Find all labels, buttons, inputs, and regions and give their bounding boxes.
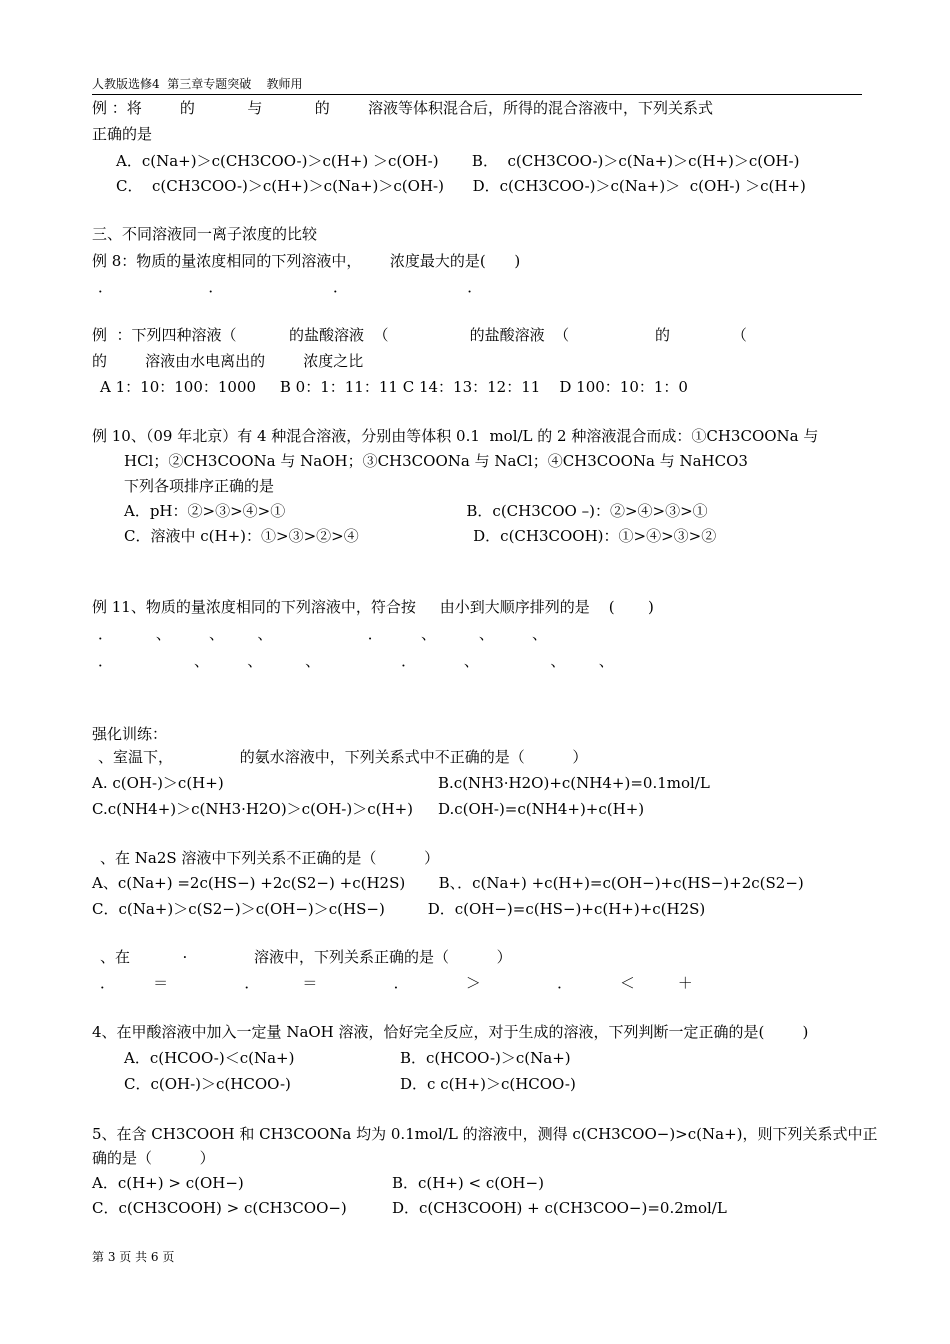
text-line: 、在 Na2S 溶液中下列关系不正确的是（ ） — [100, 849, 440, 867]
text-line: A．pH：②>③>④>① B．c(CH3COO –)：②>④>③>① — [124, 502, 708, 520]
text-line: B.c(NH3·H2O)+c(NH4+)=0.1mol/L — [438, 774, 710, 792]
text-line: ． 、 、 、 ． 、 、 、 — [98, 652, 614, 670]
text-line: 例 ：下列四种溶液（ 的盐酸溶液 （ 的盐酸溶液 （ 的 （ — [92, 326, 747, 344]
text-line: B．c(HCOO-)＞c(Na+) — [400, 1049, 571, 1067]
text-line: 、室温下， 的氨水溶液中，下列关系式中不正确的是（ ） — [98, 748, 588, 766]
text-line: 三、不同溶液同一离子浓度的比较 — [92, 225, 318, 243]
text-line: A 1：10：100：1000 B 0：1：11：11 C 14：13：12：11 D 100：10：1：0 — [100, 378, 688, 396]
text-line: 强化训练： — [92, 725, 168, 743]
text-line: 确的是（ ） — [92, 1149, 215, 1167]
text-line: A．c(H+) > c(OH−) — [92, 1174, 244, 1192]
text-line: A．c(HCOO-)＜c(Na+) — [124, 1049, 295, 1067]
text-line: C．c(OH-)＞c(HCOO-) — [124, 1075, 291, 1093]
text-line: 正确的是 — [92, 125, 153, 143]
text-line: 5、在含 CH3COOH 和 CH3COONa 均为 0.1mol/L 的溶液中，测得 c(CH3COO−)>c(Na+)，则下列关系式中正 — [92, 1125, 878, 1143]
text-line: 下列各项排序正确的是 — [124, 477, 275, 495]
text-line: 的 溶液由水电离出的 浓度之比 — [92, 352, 364, 370]
text-line: D.c(OH-)=c(NH4+)+c(H+) — [438, 800, 645, 818]
text-line: 例 8：物质的量浓度相同的下列溶液中， 浓度最大的是( ) — [92, 252, 521, 270]
text-line: 、在 · 溶液中，下列关系正确的是（ ） — [100, 948, 512, 966]
text-line: 例 11、物质的量浓度相同的下列溶液中，符合按 由小到大顺序排列的是 ( ) — [92, 598, 654, 616]
text-line: C．c(CH3COOH) > c(CH3COO−) — [92, 1199, 347, 1217]
text-line: C.c(NH4+)＞c(NH3·H2O)＞c(OH-)＞c(H+) — [92, 800, 413, 818]
text-line: 例 ：将 的 与 的 溶液等体积混合后，所得的混合溶液中，下列关系式 — [92, 99, 713, 117]
text-line: C．c(Na+)＞c(S2−)＞c(OH−)＞c(HS−) D．c(OH−)=c(HS−)+c(H+)+c(H2S) — [92, 900, 706, 918]
text-line: 例 10、（09 年北京）有 4 种混合溶液，分别由等体积 0.1 mol/L 的 2 种溶液混合而成：①CH3COONa 与 — [92, 427, 819, 445]
text-line: B．c(H+) < c(OH−) — [392, 1174, 544, 1192]
text-line: ． 、 、 、 ． 、 、 、 — [98, 625, 547, 643]
text-line: ． ＝ ． ＝ ． ＞ ． ＜ ＋ — [100, 974, 693, 992]
text-line: A．c(Na+)＞c(CH3COO-)＞c(H+) ＞c(OH-) B． c(CH3COO-)＞c(Na+)＞c(H+)＞c(OH-) — [116, 152, 800, 170]
page-footer: 第 3 页 共 6 页 — [92, 1250, 175, 1264]
page-header: 人教版选修4 第三章专题突破 教师用 — [92, 77, 862, 95]
text-line: A、c(Na+) =2c(HS−) +2c(S2−) +c(H2S) B、．c(Na+) +c(H+)=c(OH−)+c(HS−)+2c(S2−) — [92, 874, 804, 892]
text-line: C． c(CH3COO-)＞c(H+)＞c(Na+)＞c(OH-) D．c(CH3COO-)＞c(Na+)＞ c(OH-) ＞c(H+) — [116, 177, 806, 195]
text-line: D．c c(H+)＞c(HCOO-) — [400, 1075, 576, 1093]
text-line: C．溶液中 c(H+)：①>③>②>④ D．c(CH3COOH)：①>④>③>② — [124, 527, 717, 545]
text-line: HCl；②CH3COONa 与 NaOH；③CH3COONa 与 NaCl；④CH3COONa 与 NaHCO3 — [124, 452, 748, 470]
text-line: D．c(CH3COOH) + c(CH3COO−)=0.2mol/L — [392, 1199, 727, 1217]
text-line: ． ． ． ． — [98, 278, 483, 296]
text-line: A. c(OH-)＞c(H+) — [92, 774, 224, 792]
text-line: 4、在甲酸溶液中加入一定量 NaOH 溶液，恰好完全反应，对于生成的溶液，下列判断一定正确的是( ) — [92, 1023, 809, 1041]
